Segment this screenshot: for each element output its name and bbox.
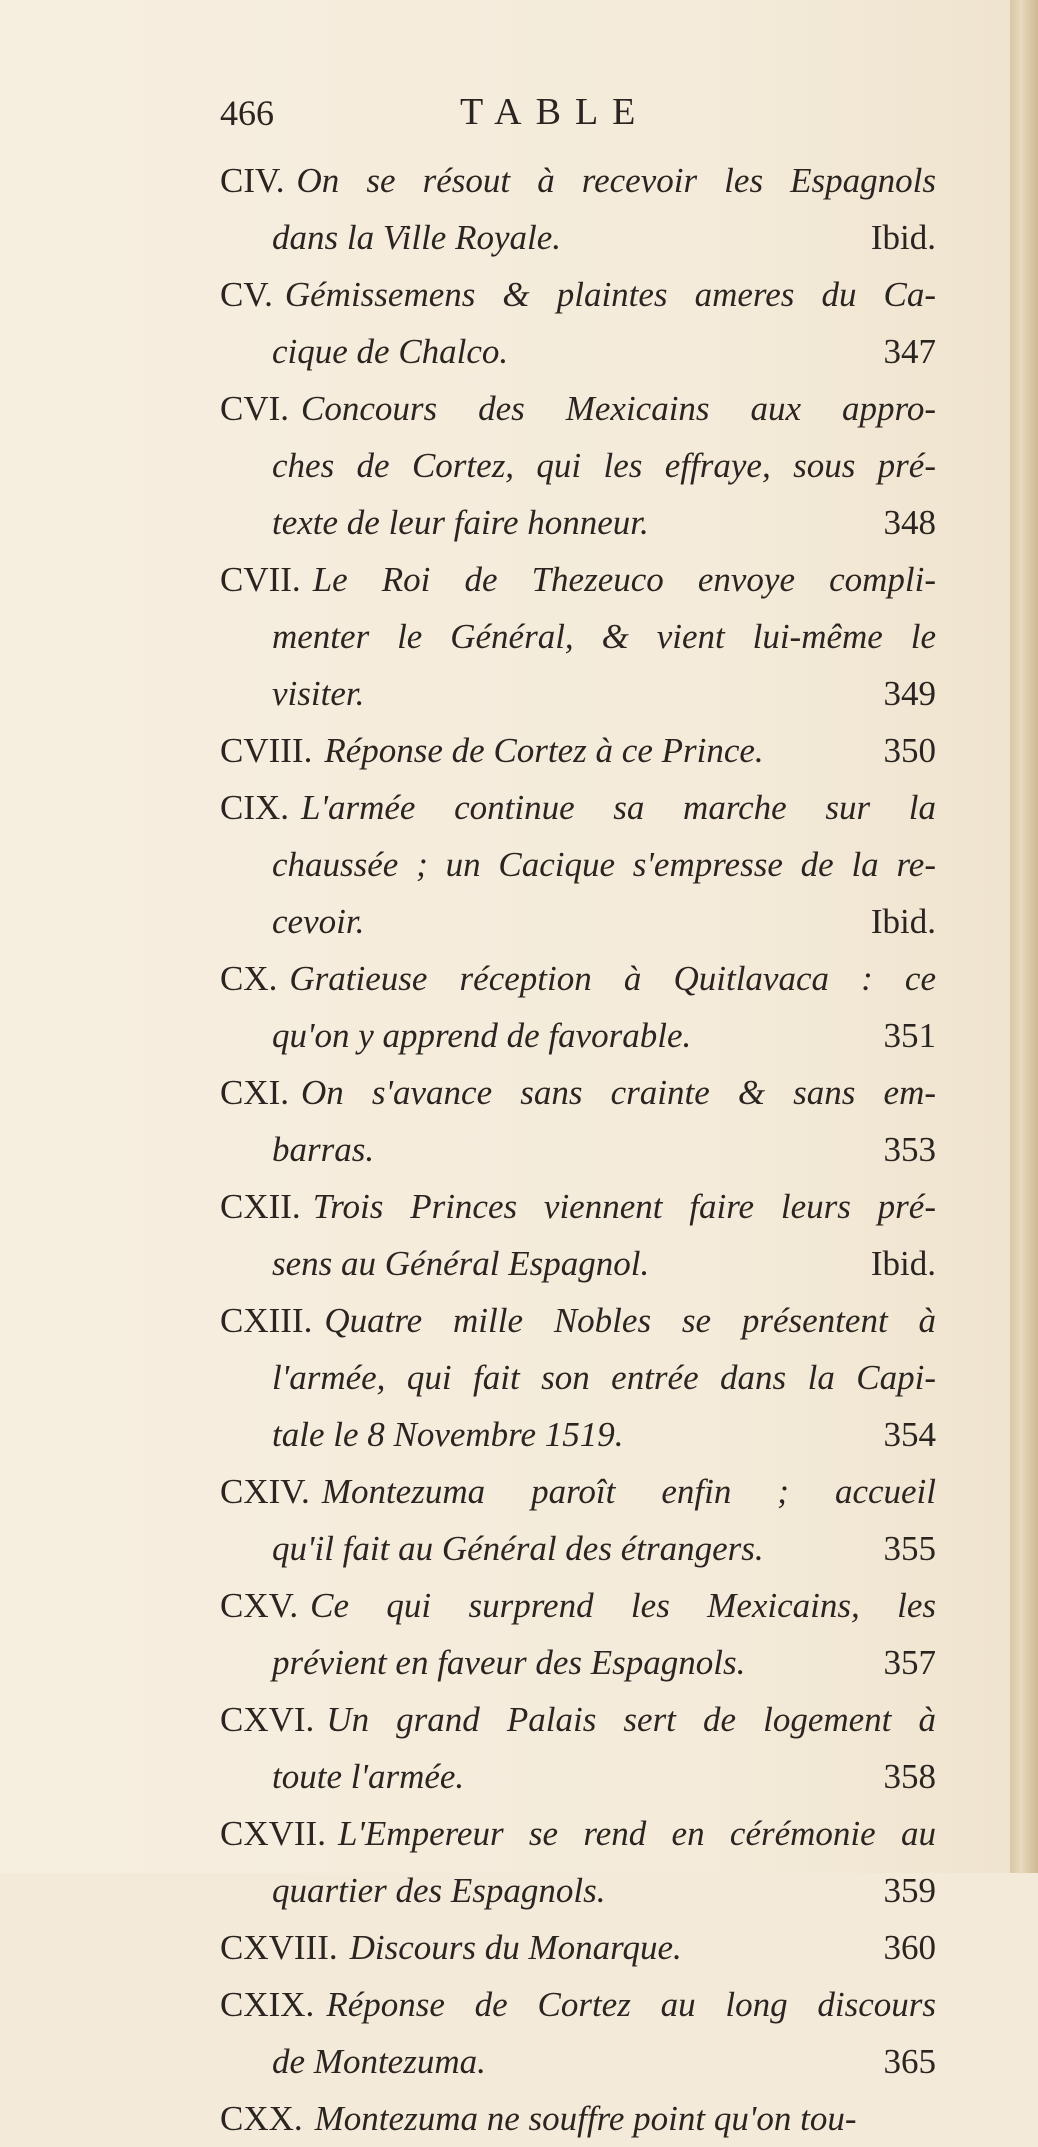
chapter-title: On s'avance sans crainte & sans em- — [301, 1073, 936, 1112]
page-reference: 353 — [883, 1130, 936, 1169]
chapter-title: Montezuma paroît enfin ; accueil — [321, 1472, 936, 1511]
toc-entry-text — [220, 2090, 857, 2147]
toc-entry-text — [272, 494, 649, 551]
toc-entry — [220, 1463, 936, 1577]
toc-entry-line — [220, 266, 936, 323]
chapter-number: CIV. — [220, 161, 285, 200]
page-reference: Ibid. — [870, 902, 936, 941]
toc-entry — [220, 380, 936, 551]
toc-entry-text — [220, 1919, 682, 1976]
toc-entry-line — [220, 1064, 936, 1121]
toc-entry-line — [220, 437, 936, 494]
page-reference: 347 — [883, 332, 936, 371]
toc-entry — [220, 722, 936, 779]
toc-entry-line — [220, 1862, 936, 1919]
toc-entry-text — [272, 617, 936, 656]
toc-entry-line — [220, 836, 936, 893]
toc-entry — [220, 1292, 936, 1463]
toc-entry-line — [220, 494, 936, 551]
chapter-title: visiter. — [272, 674, 365, 713]
toc-entry-line — [220, 893, 936, 950]
toc-entry-text — [220, 389, 936, 428]
toc-entry-text — [220, 1301, 936, 1340]
page-reference: Ibid. — [870, 218, 936, 257]
chapter-title: Gémissemens & plaintes ameres du Ca- — [284, 275, 936, 314]
toc-entry-line — [220, 1121, 936, 1178]
chapter-number: CX. — [220, 959, 278, 998]
toc-entry-line — [220, 1976, 936, 2033]
chapter-number: CVIII. — [220, 731, 313, 770]
page-reference: 355 — [883, 1529, 936, 1568]
chapter-title: Quatre mille Nobles se présentent à — [324, 1301, 936, 1340]
toc-entry-text — [272, 893, 364, 950]
toc-entry-line — [220, 950, 936, 1007]
toc-entry — [220, 779, 936, 950]
chapter-title: toute l'armée. — [272, 1757, 465, 1796]
toc-entry-text — [272, 1121, 374, 1178]
toc-entry-text — [220, 1700, 936, 1739]
chapter-title: L'armée continue sa marche sur la — [301, 788, 936, 827]
toc-entry-text — [272, 845, 936, 884]
toc-entry-text — [272, 665, 364, 722]
toc-entry — [220, 950, 936, 1064]
page-edge — [1010, 0, 1038, 1873]
chapter-title: quartier des Espagnols. — [272, 1871, 606, 1910]
toc-entry-line — [220, 1919, 936, 1976]
chapter-title: Trois Princes viennent faire leurs pré- — [312, 1187, 936, 1226]
toc-entry — [220, 1805, 936, 1919]
toc-entry-text — [272, 1235, 649, 1292]
toc-entry-line — [220, 2090, 936, 2147]
toc-entry-line — [220, 209, 936, 266]
toc-entry-text — [220, 1586, 936, 1625]
chapter-number: CXV. — [220, 1586, 299, 1625]
toc-entry-text — [220, 1985, 936, 2024]
toc-entry-text — [272, 1358, 936, 1397]
toc-entry-line — [220, 608, 936, 665]
toc-entry-text — [272, 1634, 745, 1691]
chapter-title: Le Roi de Thezeuco envoye compli- — [312, 560, 936, 599]
toc-entry — [220, 1064, 936, 1178]
toc-entry-text — [220, 959, 936, 998]
chapter-title: Réponse de Cortez à ce Prince. — [324, 731, 764, 770]
page-reference: 349 — [883, 674, 936, 713]
chapter-number: CIX. — [220, 788, 290, 827]
chapter-number: CXIX. — [220, 1985, 315, 2024]
toc-entry — [220, 1577, 936, 1691]
chapter-number: CXVII. — [220, 1814, 326, 1853]
page-reference: 354 — [883, 1415, 936, 1454]
chapter-number: CV. — [220, 275, 273, 314]
toc-entry-line — [220, 380, 936, 437]
chapter-title: Gratieuse réception à Quitlavaca : ce — [289, 959, 936, 998]
page-number: 466 — [220, 93, 274, 133]
page-reference: 348 — [883, 503, 936, 542]
chapter-title: sens au Général Espagnol. — [272, 1244, 650, 1283]
toc-entry-line — [220, 1178, 936, 1235]
toc-entry-text — [272, 1520, 764, 1577]
toc-entry-text — [272, 323, 508, 380]
toc-entry-line — [220, 779, 936, 836]
chapter-number: CXX. — [220, 2099, 303, 2138]
toc-entry — [220, 2090, 936, 2147]
chapter-title: L'Empereur se rend en cérémonie au — [337, 1814, 936, 1853]
page-reference: Ibid. — [870, 1244, 936, 1283]
page-reference: 360 — [883, 1928, 936, 1967]
toc-entry-line — [220, 323, 936, 380]
toc-entry-text — [220, 161, 936, 200]
chapter-title: prévient en faveur des Espagnols. — [272, 1643, 746, 1682]
toc-entry-line — [220, 152, 936, 209]
toc-entry-line — [220, 1463, 936, 1520]
chapter-title: menter le Général, & vient lui-même le — [272, 617, 936, 656]
toc-entry-text — [272, 1007, 691, 1064]
toc-entry-text — [220, 275, 936, 314]
chapter-title: l'armée, qui fait son entrée dans la Capi- — [272, 1358, 936, 1397]
chapter-title: ches de Cortez, qui les effraye, sous pré- — [272, 446, 936, 485]
toc-entry-line — [220, 722, 936, 779]
toc-entry-line — [220, 1235, 936, 1292]
toc-entry-text — [272, 446, 936, 485]
toc-entry-line — [220, 1406, 936, 1463]
chapter-title: Réponse de Cortez au long discours — [326, 1985, 936, 2024]
toc-entry-line — [220, 551, 936, 608]
toc-entry — [220, 1976, 936, 2090]
table-of-contents — [220, 152, 936, 2147]
toc-entry-line — [220, 1748, 936, 1805]
chapter-title: Un grand Palais sert de logement à — [326, 1700, 936, 1739]
chapter-title: dans la Ville Royale. — [272, 218, 562, 257]
chapter-number: CXVI. — [220, 1700, 315, 1739]
toc-entry-text — [272, 209, 561, 266]
chapter-title: qu'on y apprend de favorable. — [272, 1016, 692, 1055]
toc-entry-line — [220, 1691, 936, 1748]
chapter-title: barras. — [272, 1130, 375, 1169]
toc-entry-line — [220, 1805, 936, 1862]
toc-entry-text — [220, 1187, 936, 1226]
page-header — [220, 92, 740, 142]
toc-entry-text — [272, 1406, 624, 1463]
chapter-number: CVI. — [220, 389, 290, 428]
page-reference: 359 — [883, 1871, 936, 1910]
toc-entry — [220, 1919, 936, 1976]
toc-entry-text — [272, 1748, 464, 1805]
toc-entry-text — [272, 2033, 486, 2090]
chapter-title: qu'il fait au Général des étrangers. — [272, 1529, 764, 1568]
chapter-title: On se résout à recevoir les Espagnols — [296, 161, 936, 200]
page-reference: 357 — [883, 1643, 936, 1682]
chapter-number: CXII. — [220, 1187, 301, 1226]
toc-entry-line — [220, 1634, 936, 1691]
page-reference: 350 — [883, 731, 936, 770]
chapter-title: Discours du Monarque. — [349, 1928, 682, 1967]
chapter-number: CXVIII. — [220, 1928, 338, 1967]
toc-entry-text — [220, 1073, 936, 1112]
toc-entry — [220, 266, 936, 380]
chapter-number: CXIII. — [220, 1301, 313, 1340]
chapter-number: CVII. — [220, 560, 301, 599]
chapter-title: texte de leur faire honneur. — [272, 503, 649, 542]
toc-entry — [220, 1178, 936, 1292]
toc-entry-text — [220, 722, 764, 779]
toc-entry-text — [220, 1814, 936, 1853]
toc-entry — [220, 152, 936, 266]
toc-entry-text — [220, 1472, 936, 1511]
toc-entry-text — [272, 1862, 605, 1919]
toc-entry-text — [220, 788, 936, 827]
toc-entry-line — [220, 665, 936, 722]
toc-entry-line — [220, 1577, 936, 1634]
page-reference: 351 — [883, 1016, 936, 1055]
chapter-title: Ce qui surprend les Mexicains, les — [310, 1586, 936, 1625]
chapter-number: CXIV. — [220, 1472, 310, 1511]
toc-entry — [220, 551, 936, 722]
toc-entry-line — [220, 1349, 936, 1406]
page-reference: 365 — [883, 2042, 936, 2081]
chapter-title: tale le 8 Novembre 1519. — [272, 1415, 624, 1454]
toc-entry — [220, 1691, 936, 1805]
toc-entry-line — [220, 2033, 936, 2090]
chapter-title: Montezuma ne souffre point qu'on tou- — [314, 2099, 857, 2138]
page-reference: 358 — [883, 1757, 936, 1796]
running-title: TABLE — [460, 91, 650, 133]
chapter-title: Concours des Mexicains aux appro- — [301, 389, 936, 428]
chapter-title: de Montezuma. — [272, 2042, 486, 2081]
toc-entry-line — [220, 1292, 936, 1349]
toc-entry-line — [220, 1007, 936, 1064]
toc-entry-text — [220, 560, 936, 599]
chapter-title: cique de Chalco. — [272, 332, 509, 371]
chapter-title: chaussée ; un Cacique s'empresse de la re- — [272, 845, 936, 884]
chapter-title: cevoir. — [272, 902, 365, 941]
chapter-number: CXI. — [220, 1073, 290, 1112]
toc-entry-line — [220, 1520, 936, 1577]
